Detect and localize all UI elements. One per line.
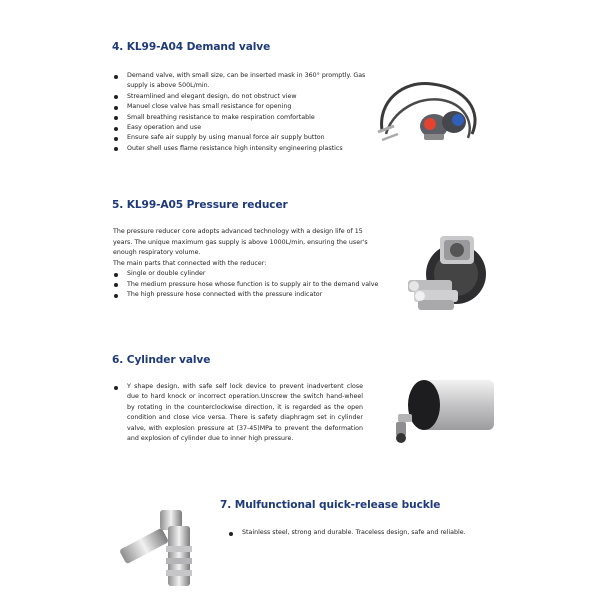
section-heading: 5. KL99-A05 Pressure reducer	[112, 199, 288, 211]
cylinder-valve-description	[113, 382, 363, 444]
list-item: Demand valve, with small size, can be inserted mask in 360° promptly. Gas supply is above 500L/min.	[113, 71, 369, 92]
section-heading: 7. Mulfunctional quick-release buckle	[220, 499, 441, 511]
section-pressure-reducer	[112, 199, 372, 211]
section-heading: 4. KL99-A04 Demand valve	[112, 41, 271, 53]
section-cylinder-valve	[112, 354, 372, 366]
buckle-description	[228, 528, 488, 538]
pressure-reducer-photo	[394, 228, 494, 320]
list-item: Stainless steel, strong and durable. Traceless design, safe and reliable.	[228, 528, 488, 538]
section-demand-valve	[112, 41, 372, 53]
list-item: Outer shell uses flame resistance high intensity engineering plastics	[113, 144, 369, 154]
list-item: The medium pressure hose whose function is to supply air to the demand valve	[113, 280, 381, 290]
list-item: Easy operation and use	[113, 123, 369, 133]
list-item: Streamlined and elegant design, do not obstruct view	[113, 92, 369, 102]
quick-release-buckle-photo	[112, 498, 212, 594]
list-item: Single or double cylinder	[113, 269, 381, 279]
list-item: Ensure safe air supply by using manual force air supply button	[113, 133, 369, 143]
list-item: The high pressure hose connected with the pressure indicator	[113, 290, 381, 300]
list-item: Small breathing resistance to make respiration comfortable	[113, 113, 369, 123]
list-item: Y shape design, with safe self lock device to prevent inadvertent close due to hard knock or incorrect operation.Unscrew the switch hand-wheel by rotating in the counterclockwise direction, it is regarded as the open condition and close vice versa. There is safety diaphragm set in cylinder valve, with explosion pressure at (37-45)MPa to prevent the deformation and explosion of cylinder due to inner high pressure.	[113, 382, 363, 444]
list-item: Manuel close valve has small resistance for opening	[113, 102, 369, 112]
section-heading: 6. Cylinder valve	[112, 354, 211, 366]
pressure-reducer-intro: The pressure reducer core adopts advanced technology with a design life of 15 years. The unique maximum gas supply is above 1000L/min, ensuring the user's enough respiratory volume.	[113, 228, 368, 257]
pressure-reducer-subintro: The main parts that connected with the reducer:	[113, 259, 267, 267]
section-quick-release-buckle	[220, 499, 510, 511]
pressure-reducer-description	[113, 227, 381, 301]
demand-valve-photo	[372, 72, 492, 152]
demand-valve-features	[113, 71, 369, 154]
cylinder-valve-photo	[388, 376, 494, 446]
